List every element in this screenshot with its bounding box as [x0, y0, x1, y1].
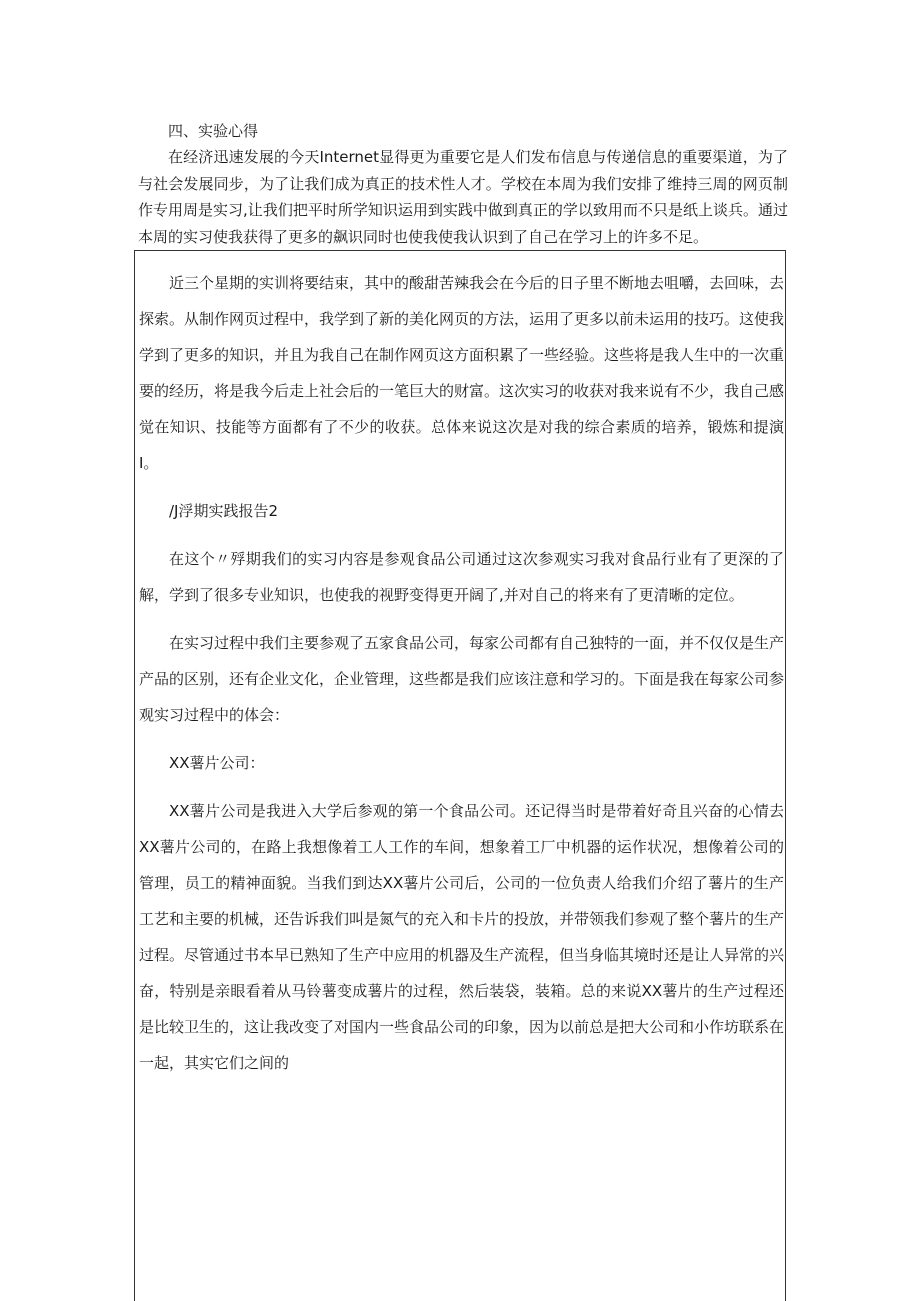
companies-overview-paragraph: 在实习过程中我们主要参观了五家食品公司，每家公司都有自己独特的一面，并不仅仅是生产产品的区别，还有企业文化，企业管理，这些都是我们应该注意和学习的。下面是我在每家公司参观实习过程中的体会：: [139, 634, 785, 724]
summary-paragraph: 近三个星期的实训将要结束，其中的酸甜苦辣我会在今后的日子里不断地去咀嚼，去回味，去探索。从制作网页过程中，我学到了新的美化网页的方法，运用了更多以前未运用的技巧。这使我学到了更多的知识，并且为我自己在制作网页这方面积累了一些经验。这些将是我人生中的一次重要的经历，将是我今后走上社会后的一笔巨大的财富。这次实习的收获对我来说有不少，我自己感觉在知识、技能等方面都有了不少的收获。总体来说这次是对我的综合素质的培养，锻炼和提演I。: [139, 274, 785, 472]
practice-intro-paragraph: 在这个〃殍期我们的实习内容是参观食品公司通过这次参观实习我对食品行业有了更深的了解，学到了很多专业知识，也使我的视野变得更开阔了,并对自己的将来有了更清晰的定位。: [139, 550, 784, 604]
company-heading: XX薯片公司：: [169, 754, 265, 772]
frame-content: [139, 265, 784, 1081]
report-subtitle: /J浮期实践报告2: [169, 502, 279, 520]
company-detail-paragraph: XX薯片公司是我进入大学后参观的第一个食品公司。还记得当时是带着好奇且兴奋的心情去XX薯片公司的，在路上我想像着工人工作的车间，想象着工厂中机器的运作状况，想像着公司的管理，员工的精神面貌。当我们到达XX薯片公司后，公司的一位负责人给我们介绍了薯片的生产工艺和主要的机械，还告诉我们叫是氮气的充入和卡片的投放，并带领我们参观了整个薯片的生产过程。尽管通过书本早已熟知了生产中应用的机器及生产流程，但当身临其境时还是让人异常的兴奋，特别是亲眼看着从马铃薯变成薯片的过程，然后装袋，装箱。总的来说XX薯片的生产过程还是比较卫生的，这让我改变了对国内一些食品公司的印象，因为以前总是把大公司和小作坊联系在一起，其实它们之间的: [139, 802, 785, 1072]
bordered-text-frame: [134, 250, 786, 1301]
intro-paragraph: 在经济迅速发展的今天Internet显得更为重要它是人们发布信息与传递信息的重要渠道，为了与社会发展同步，为了让我们成为真正的技术性人才。学校在本周为我们安排了维持三周的网页制作专用周是实习,让我们把平时所学知识运用到实践中做到真正的学以致用而不只是纸上谈兵。通过本周的实习使我获得了更多的飙识同时也使我使我认识到了自己在学习上的许多不足。: [138, 148, 788, 246]
section-heading: 四、实验心得: [168, 122, 259, 140]
